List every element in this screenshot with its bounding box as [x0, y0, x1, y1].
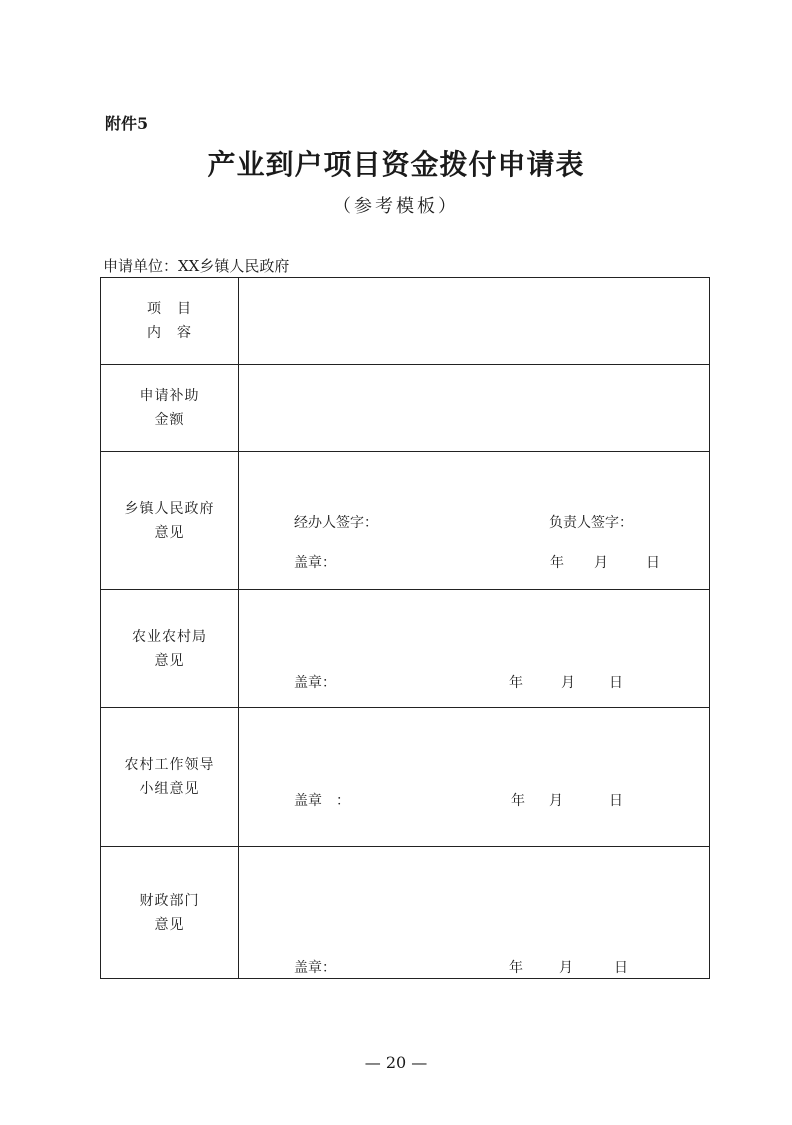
- row-township-opinion: [101, 452, 710, 590]
- day-label: 日: [609, 793, 623, 809]
- field-agriculture-bureau-opinion[interactable]: [239, 590, 710, 708]
- handler-signature-label: 经办人签字：: [294, 515, 378, 531]
- field-township-opinion[interactable]: [239, 452, 710, 590]
- field-finance-opinion[interactable]: [239, 847, 710, 979]
- year-label: 年: [509, 960, 523, 976]
- field-project-content[interactable]: [239, 278, 710, 365]
- label-leading-group-opinion: 农村工作领导 小组意见: [101, 708, 239, 847]
- day-label: 日: [609, 675, 623, 691]
- year-label: 年: [550, 555, 564, 571]
- label-subsidy-amount: 申请补助 金额: [101, 365, 239, 452]
- month-label: 月: [561, 675, 575, 691]
- label-finance-opinion: 财政部门 意见: [101, 847, 239, 979]
- page-number: — 20 —: [364, 1053, 428, 1072]
- label-project-content: 项 目 内 容: [101, 278, 239, 365]
- label-township-opinion: 乡镇人民政府 意见: [101, 452, 239, 590]
- day-label: 日: [614, 960, 628, 976]
- seal-label: 盖章：: [294, 675, 336, 691]
- month-label: 月: [559, 960, 573, 976]
- month-label: 月: [549, 793, 563, 809]
- leader-signature-label: 负责人签字：: [549, 515, 633, 531]
- month-label: 月: [594, 555, 608, 571]
- field-subsidy-amount[interactable]: [239, 365, 710, 452]
- form-subtitle: （参考模板）: [333, 196, 459, 217]
- row-subsidy-amount: [101, 365, 710, 452]
- seal-label: 盖章：: [294, 960, 336, 976]
- seal-label: 盖章 ：: [294, 793, 350, 809]
- year-label: 年: [511, 793, 525, 809]
- row-leading-group-opinion: [101, 708, 710, 847]
- application-form-table: [100, 277, 710, 979]
- year-label: 年: [509, 675, 523, 691]
- form-title: 产业到户项目资金拨付申请表: [207, 148, 585, 181]
- label-agriculture-bureau-opinion: 农业农村局 意见: [101, 590, 239, 708]
- row-agriculture-bureau-opinion: [101, 590, 710, 708]
- row-finance-opinion: [101, 847, 710, 979]
- attachment-label: 附件5: [105, 114, 149, 133]
- field-leading-group-opinion[interactable]: [239, 708, 710, 847]
- row-project-content: [101, 278, 710, 365]
- day-label: 日: [646, 555, 660, 571]
- applicant-unit: 申请单位：XX乡镇人民政府: [103, 257, 290, 275]
- seal-label: 盖章：: [294, 555, 336, 571]
